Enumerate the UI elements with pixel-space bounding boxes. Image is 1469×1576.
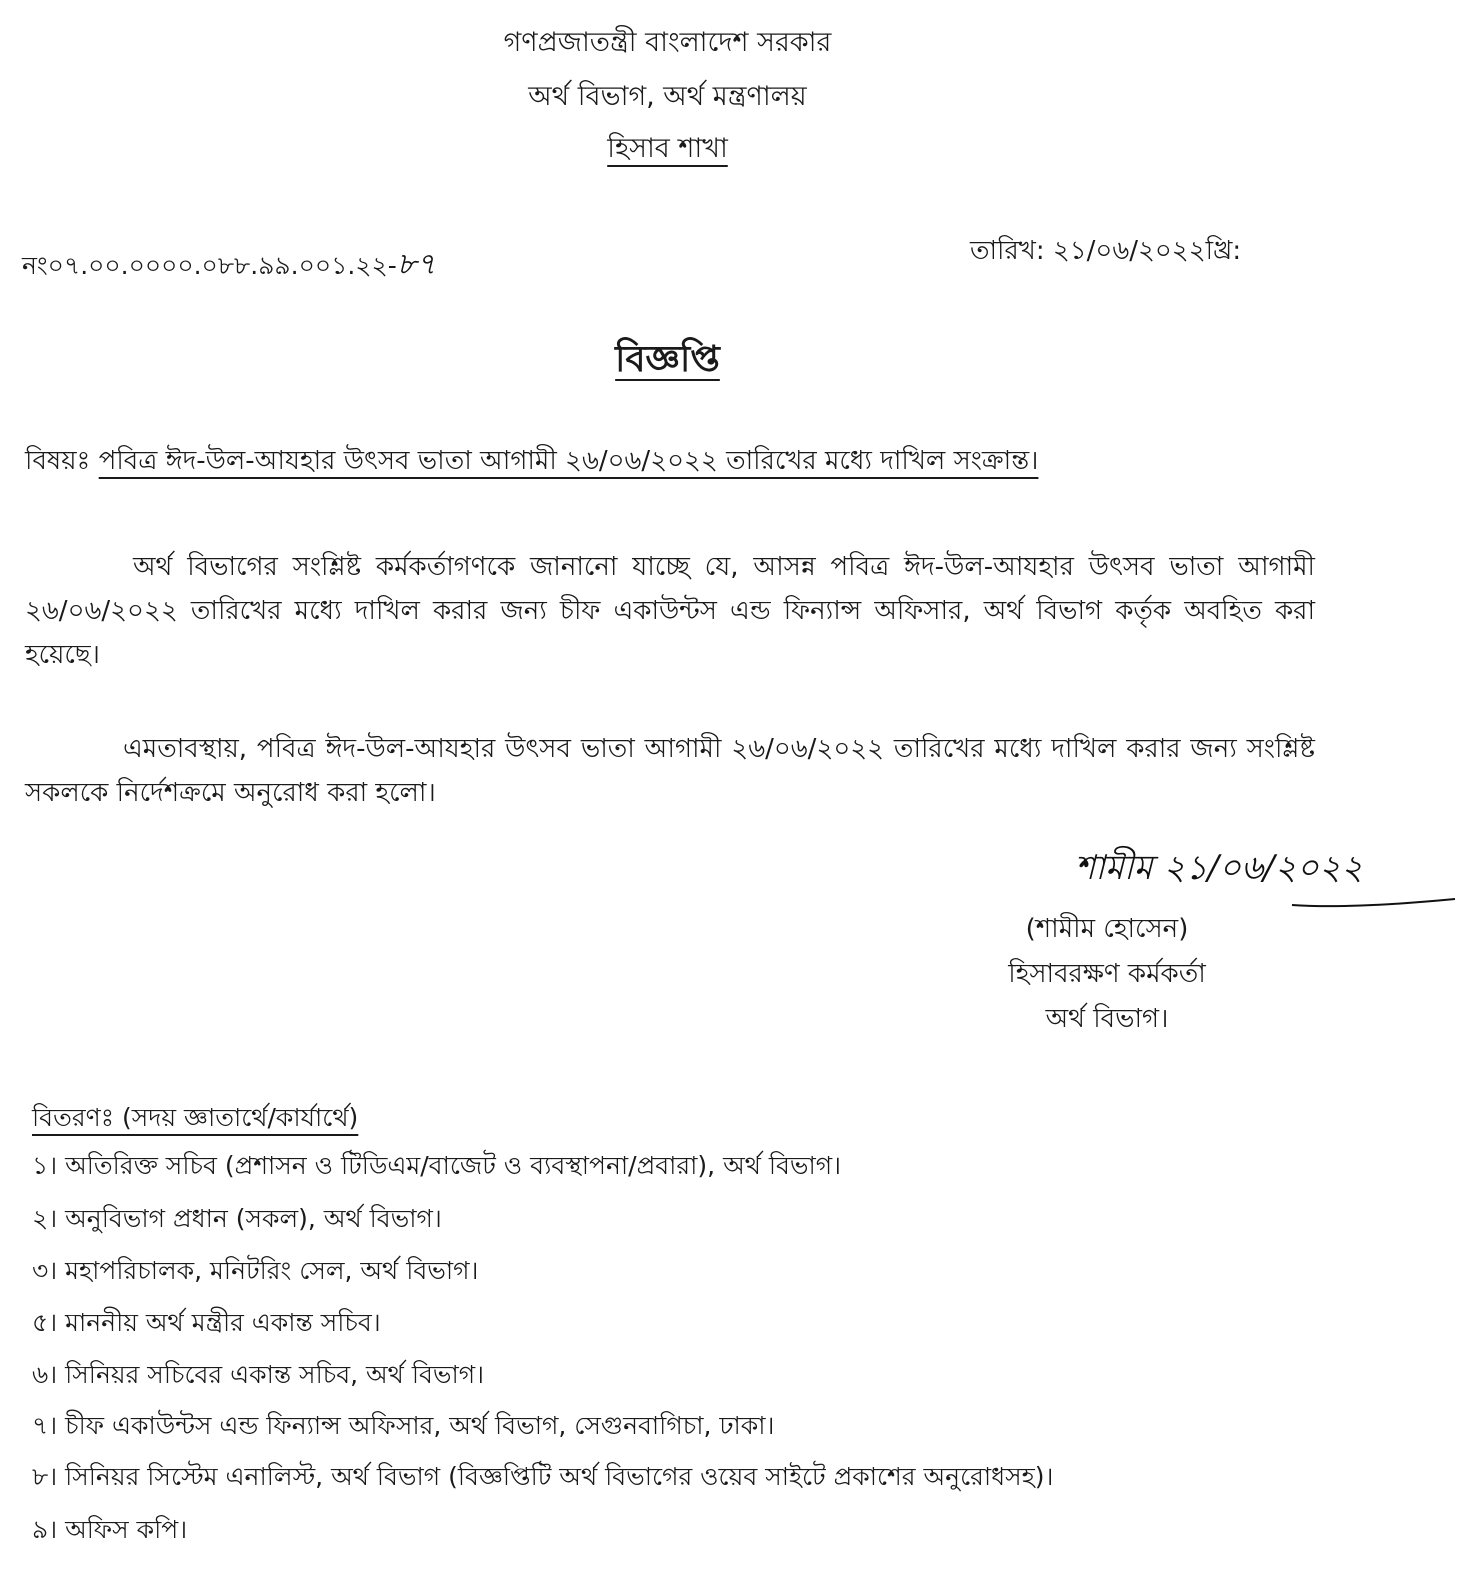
- distribution-heading: বিতরণঃ (সদয় জ্ঞাতার্থে/কার্যার্থে): [32, 1103, 359, 1132]
- memo-date: তারিখ: ২১/০৬/২০২২খ্রি:: [970, 236, 1242, 266]
- signatory-office: অর্থ বিভাগ।: [1045, 1004, 1169, 1034]
- distribution-item: ৮। সিনিয়র সিস্টেম এনালিস্ট, অর্থ বিভাগ (বিজ্ঞপ্তিটি অর্থ বিভাগের ওয়েব সাইটে প্রকাশের অনুরোধসহ)।: [32, 1462, 1054, 1491]
- header-division: অর্থ বিভাগ, অর্থ মন্ত্রণালয়: [528, 81, 807, 112]
- subject-line: [25, 440, 1038, 484]
- distribution-item: ২। অনুবিভাগ প্রধান (সকল), অর্থ বিভাগ।: [32, 1204, 442, 1233]
- signatory-name: (শামীম হোসেন): [1025, 914, 1189, 944]
- memo-number: [22, 240, 436, 291]
- notice-title: বিজ্ঞপ্তি: [615, 339, 720, 380]
- signatory-designation: হিসাবরক্ষণ কর্মকর্তা: [1008, 959, 1206, 989]
- subject-label: বিষয়ঃ: [25, 446, 91, 476]
- distribution-item: ৩। মহাপরিচালক, মনিটরিং সেল, অর্থ বিভাগ।: [32, 1256, 479, 1285]
- memo-number-handwritten: ৮৭: [396, 247, 436, 282]
- header-branch: হিসাব শাখা: [607, 133, 728, 164]
- distribution-item: ৯। অফিস কপি।: [32, 1515, 188, 1544]
- signature-stroke: [1290, 895, 1460, 915]
- distribution-item: ১। অতিরিক্ত সচিব (প্রশাসন ও টিডিএম/বাজেট ও ব্যবস্থাপনা/প্রবারা), অর্থ বিভাগ।: [32, 1151, 842, 1180]
- header-government: গণপ্রজাতন্ত্রী বাংলাদেশ সরকার: [503, 27, 832, 58]
- distribution-item: ৭। চীফ একাউন্টস এন্ড ফিন্যান্স অফিসার, অর্থ বিভাগ, সেগুনবাগিচা, ঢাকা।: [32, 1411, 775, 1440]
- distribution-item: ৫। মাননীয় অর্থ মন্ত্রীর একান্ত সচিব।: [32, 1308, 381, 1337]
- memo-number-prefix: নং০৭.০০.০০০০.০৮৮.৯৯.০০১.২২-: [22, 251, 397, 280]
- body-paragraph-1: অর্থ বিভাগের সংশ্লিষ্ট কর্মকর্তাগণকে জানানো যাচ্ছে যে, আসন্ন পবিত্র ঈদ-উল-আযহার উৎসব ভাতা আগামী ২৬/০৬/২০২২ তারিখের মধ্যে দাখিল করার জন্য চীফ একাউন্টস এন্ড ফিন্যান্স অফিসার, অর্থ বিভাগ কর্তৃক অবহিত করা হয়েছে।: [25, 552, 1315, 670]
- distribution-item: ৬। সিনিয়র সচিবের একান্ত সচিব, অর্থ বিভাগ।: [32, 1360, 485, 1389]
- subject-text: পবিত্র ঈদ-উল-আযহার উৎসব ভাতা আগামী ২৬/০৬/২০২২ তারিখের মধ্যে দাখিল সংক্রান্ত।: [98, 446, 1039, 476]
- body-paragraph-2: এমতাবস্থায়, পবিত্র ঈদ-উল-আযহার উৎসব ভাতা আগামী ২৬/০৬/২০২২ তারিখের মধ্যে দাখিল করার জন্য সংশ্লিষ্ট সকলকে নির্দেশক্রমে অনুরোধ করা হলো।: [25, 734, 1315, 808]
- signature-handwritten: শামীম ২১/০৬/২০২২: [1075, 848, 1363, 888]
